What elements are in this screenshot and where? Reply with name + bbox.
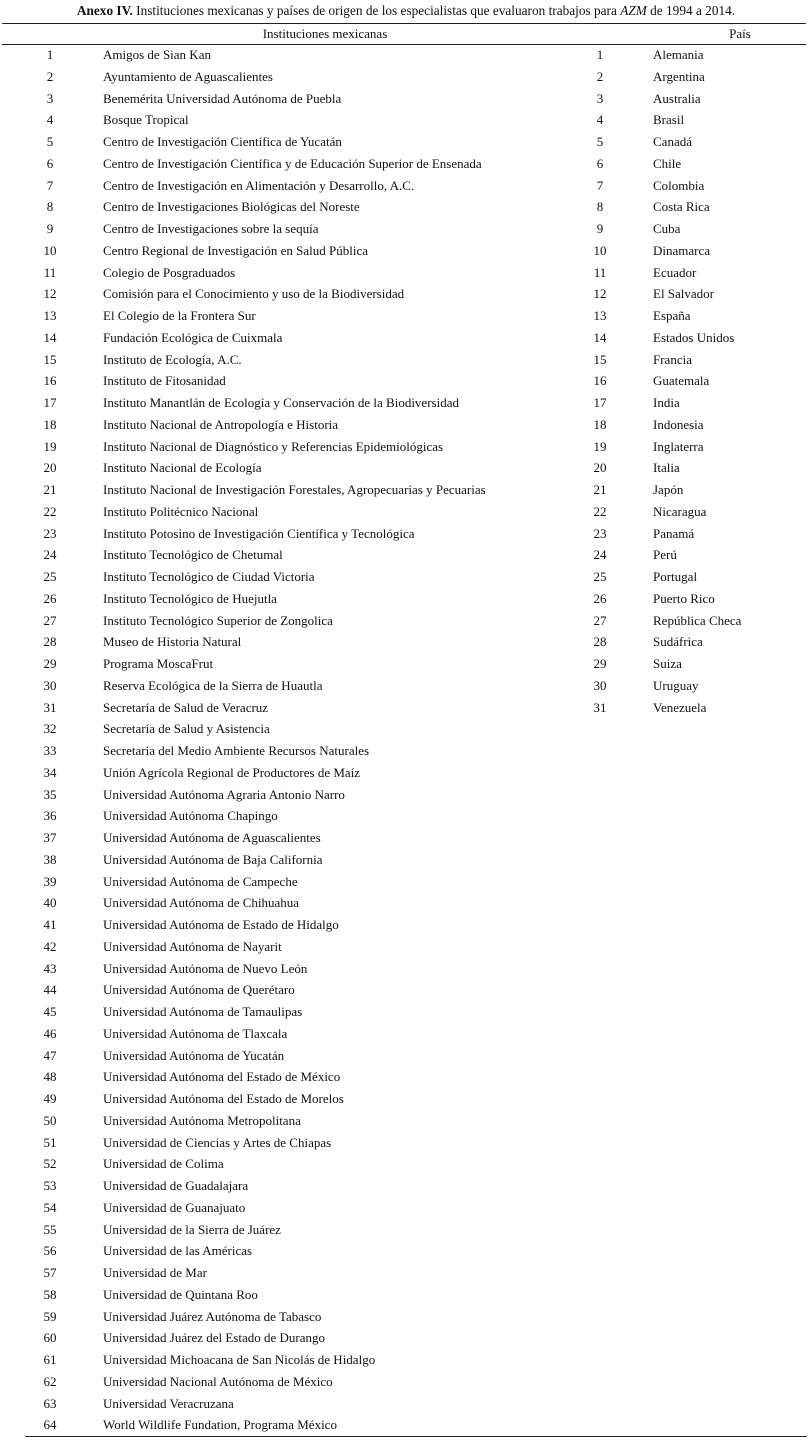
row-number: 30 [593, 677, 607, 693]
row-number: 62 [43, 1373, 57, 1389]
institution-row-name: Universidad Autónoma de Campeche [103, 873, 298, 889]
row-number: 25 [593, 569, 607, 584]
row-number: 61 [43, 1352, 57, 1367]
caption-text: Instituciones mexicanas y países de origen de los especialistas que evaluaron trabajos para [132, 3, 621, 18]
institution-row-name: Instituto Tecnológico de Huejutla [103, 590, 277, 606]
row-number: 1 [46, 47, 54, 62]
row-number: 50 [43, 1112, 57, 1128]
row-number: 18 [593, 416, 607, 432]
row-number: 41 [43, 917, 57, 932]
country-row-name: Panamá [653, 525, 695, 541]
row-number: 10 [593, 242, 607, 258]
row-number: 14 [593, 329, 607, 345]
header-institutions: Instituciones mexicanas [262, 26, 388, 41]
row-number: 9 [596, 221, 604, 236]
row-number: 16 [593, 373, 607, 389]
country-row-name: Japón [653, 482, 684, 497]
row-number: 48 [43, 1069, 57, 1085]
row-number: 11 [43, 264, 57, 280]
country-row-name: Estados Unidos [653, 329, 735, 345]
institution-row-name: Benemérita Universidad Autónoma de Puebla [103, 90, 342, 106]
institution-row-name: Ayuntamiento de Aguascalientes [103, 68, 273, 84]
institution-row-name: Centro de Investigación Científica y de Educación Superior de Ensenada [103, 155, 482, 171]
institution-row-name: Centro de Investigación Científica de Yucatán [103, 134, 342, 149]
row-number: 52 [43, 1156, 57, 1172]
row-number: 53 [43, 1178, 57, 1193]
institution-row-name: Universidad Autónoma de Aguascalientes [103, 830, 321, 845]
row-number: 26 [593, 590, 607, 606]
institution-row-name: Museo de Historia Natural [103, 634, 242, 650]
institution-row-name: Universidad Autónoma del Estado de Morelos [103, 1091, 344, 1106]
institution-row-name: Universidad Autónoma Chapingo [103, 808, 278, 824]
row-number: 29 [43, 656, 57, 671]
institution-row-name: Universidad Nacional Autónoma de México [103, 1373, 333, 1389]
country-row-name: Guatemala [653, 373, 710, 389]
institution-row-name: Instituto Tecnológico Superior de Zongolica [103, 612, 333, 628]
row-number: 44 [43, 982, 57, 998]
institution-row-name: Amigos de Sian Kan [103, 47, 211, 62]
institution-row-name: Universidad de la Sierra de Juárez [103, 1221, 281, 1237]
institution-row-name: Universidad Autónoma de Baja California [103, 851, 323, 867]
institution-row-name: Bosque Tropical [103, 112, 189, 128]
row-number: 26 [43, 590, 57, 606]
institution-row-name: World Wildlife Fundation, Programa México [103, 1417, 337, 1433]
row-number: 31 [43, 699, 57, 715]
table-caption [0, 3, 812, 19]
row-number: 7 [596, 177, 604, 193]
row-number: 33 [43, 743, 57, 758]
institution-row-name: Universidad Autónoma de Tamaulipas [103, 1004, 303, 1019]
row-number: 23 [593, 525, 607, 541]
row-number: 51 [43, 1134, 57, 1150]
row-number: 38 [43, 851, 57, 867]
row-number: 34 [43, 764, 57, 780]
row-number: 17 [593, 395, 607, 410]
row-number: 12 [593, 286, 607, 302]
row-number: 4 [46, 112, 54, 128]
institution-row-name: Secretaria del Medio Ambiente Recursos Naturales [103, 743, 370, 758]
row-number: 3 [46, 90, 54, 106]
institution-row-name: Unión Agrícola Regional de Productores de Maíz [103, 764, 361, 780]
row-number: 45 [43, 1004, 57, 1019]
row-number: 15 [593, 351, 607, 367]
row-number: 27 [43, 612, 57, 628]
row-number: 4 [596, 112, 604, 128]
row-number: 3 [596, 90, 604, 106]
row-number: 20 [593, 460, 607, 476]
row-number: 22 [43, 503, 57, 519]
bottom-rule [25, 1436, 807, 1437]
institution-row-name: Instituto Manantlán de Ecología y Conservación de la Biodiversidad [103, 395, 459, 410]
row-number: 5 [46, 134, 54, 149]
row-number: 22 [593, 503, 607, 519]
row-number: 39 [43, 873, 57, 889]
country-row-name: Canadá [653, 134, 692, 149]
country-row-name: Argentina [653, 68, 705, 84]
institution-row-name: Instituto Politécnico Nacional [103, 503, 259, 519]
row-number: 32 [43, 721, 57, 737]
row-number: 37 [43, 830, 57, 845]
row-number: 58 [43, 1286, 57, 1302]
row-number: 21 [43, 482, 57, 497]
institution-row-name: Universidad Autónoma Metropolitana [103, 1112, 301, 1128]
header-country: País [729, 26, 751, 41]
row-number: 36 [43, 808, 57, 824]
row-number: 56 [43, 1243, 57, 1259]
row-number: 24 [593, 547, 607, 563]
row-number: 59 [43, 1308, 57, 1324]
row-number: 25 [43, 569, 57, 584]
country-row-name: España [653, 308, 691, 323]
institution-row-name: Universidad de Mar [103, 1265, 207, 1280]
institution-row-name: Colegio de Posgraduados [103, 264, 236, 280]
row-number: 15 [43, 351, 57, 367]
institution-row-name: Instituto Nacional de Diagnóstico y Referencias Epidemiológicas [103, 438, 444, 454]
institution-row-name: Comisión para el Conocimiento y uso de la Biodiversidad [103, 286, 405, 302]
country-row-name: Nicaragua [653, 503, 707, 519]
row-number: 31 [593, 699, 607, 715]
row-number: 17 [43, 395, 57, 410]
row-number: 8 [46, 199, 54, 215]
institution-row-name: Universidad Autónoma de Nayarit [103, 938, 282, 954]
row-number: 6 [596, 155, 604, 171]
row-number: 13 [593, 308, 607, 323]
row-number: 35 [43, 786, 57, 802]
row-number: 46 [43, 1025, 57, 1041]
institution-row-name: Instituto Nacional de Ecología [103, 460, 262, 476]
country-row-name: Portugal [653, 569, 698, 584]
country-row-name: Italia [653, 460, 680, 476]
institution-row-name: Centro de Investigación en Alimentación y Desarrollo, A.C. [103, 177, 415, 193]
row-number: 12 [43, 286, 57, 302]
institution-row-name: Universidad Autónoma de Yucatán [103, 1047, 285, 1063]
row-number: 47 [43, 1047, 57, 1063]
row-number: 2 [46, 68, 54, 84]
country-row-name: Indonesia [653, 416, 704, 432]
row-number: 5 [596, 134, 604, 149]
row-number: 57 [43, 1265, 57, 1280]
row-number: 1 [596, 47, 604, 62]
institution-row-name: Universidad de las Américas [103, 1243, 253, 1259]
institution-row-name: Instituto Tecnológico de Ciudad Victoria [103, 569, 315, 584]
institution-row-name: Centro de Investigaciones Biológicas del Noreste [103, 199, 360, 215]
institution-row-name: Instituto Nacional de Antropología e Historia [103, 416, 339, 432]
institution-row-name: Universidad Autónoma de Chihuahua [103, 895, 300, 911]
row-number: 30 [43, 677, 57, 693]
institution-row-name: Universidad de Guanajuato [103, 1199, 246, 1215]
country-row-name: República Checa [653, 612, 742, 628]
row-number: 6 [46, 155, 54, 171]
country-row-name: Dinamarca [653, 242, 711, 258]
institution-row-name: Universidad Veracruzana [103, 1395, 234, 1411]
country-row-name: Suiza [653, 656, 682, 671]
institution-row-name: Universidad Juárez Autónoma de Tabasco [103, 1308, 322, 1324]
institution-row-name: Universidad Autónoma Agraria Antonio Narro [103, 786, 345, 802]
country-row-name: Australia [653, 90, 701, 106]
row-number: 63 [43, 1395, 57, 1411]
country-row-name: Inglaterra [653, 438, 704, 454]
country-row-name: India [653, 395, 680, 410]
institution-row-name: El Colegio de la Frontera Sur [103, 308, 256, 323]
country-row-name: Sudáfrica [653, 634, 703, 650]
country-row-name: Uruguay [653, 677, 699, 693]
country-row-name: Brasil [653, 112, 685, 128]
row-number: 7 [46, 177, 54, 193]
row-number: 60 [43, 1330, 57, 1346]
row-number: 16 [43, 373, 57, 389]
country-row-name: Chile [653, 155, 682, 171]
country-row-name: Ecuador [653, 264, 697, 280]
row-number: 8 [596, 199, 604, 215]
row-number: 49 [43, 1091, 57, 1106]
top-rule [2, 23, 806, 24]
country-row-name: Colombia [653, 177, 705, 193]
institution-row-name: Universidad Autónoma del Estado de México [103, 1069, 341, 1085]
country-row-name: Alemania [653, 47, 704, 62]
row-number: 2 [596, 68, 604, 84]
row-number: 54 [43, 1199, 57, 1215]
institution-row-name: Instituto Potosino de Investigación Científica y Tecnológica [103, 525, 415, 541]
row-number: 14 [43, 329, 57, 345]
institution-row-name: Universidad Juárez del Estado de Durango [103, 1330, 326, 1346]
row-number: 23 [43, 525, 57, 541]
institution-row-name: Reserva Ecológica de la Sierra de Huautla [103, 677, 323, 693]
journal-name: AZM [620, 3, 647, 18]
row-number: 9 [46, 221, 54, 236]
institution-row-name: Universidad Autónoma de Tlaxcala [103, 1025, 288, 1041]
row-number: 55 [43, 1221, 57, 1237]
row-number: 43 [43, 960, 57, 976]
row-number: 28 [43, 634, 57, 650]
row-number: 29 [593, 656, 607, 671]
institution-row-name: Universidad de Colima [103, 1156, 224, 1172]
country-row-name: Costa Rica [653, 199, 710, 215]
country-row-name: Francia [653, 351, 692, 367]
row-number: 28 [593, 634, 607, 650]
row-number: 18 [43, 416, 57, 432]
institution-row-name: Secretaría de Salud de Veracruz [103, 699, 269, 715]
country-row-name: Perú [653, 547, 677, 563]
institution-row-name: Instituto Tecnológico de Chetumal [103, 547, 283, 563]
country-row-name: El Salvador [653, 286, 715, 302]
row-number: 13 [43, 308, 57, 323]
row-number: 64 [43, 1417, 57, 1433]
country-row-name: Puerto Rico [653, 590, 715, 606]
institution-row-name: Instituto Nacional de Investigación Forestales, Agropecuarias y Pecuarias [103, 482, 486, 497]
row-number: 42 [43, 938, 57, 954]
institution-row-name: Universidad Michoacana de San Nicolás de Hidalgo [103, 1352, 376, 1367]
institution-row-name: Instituto de Ecología, A.C. [103, 351, 242, 367]
row-number: 11 [593, 264, 607, 280]
institution-row-name: Universidad de Guadalajara [103, 1178, 249, 1193]
row-number: 20 [43, 460, 57, 476]
institution-row-name: Centro de Investigaciones sobre la sequía [103, 221, 319, 236]
institution-row-name: Programa MoscaFrut [103, 656, 214, 671]
row-number: 19 [593, 438, 607, 454]
caption-label: Anexo IV. [76, 3, 133, 18]
institution-row-name: Centro Regional de Investigación en Salud Pública [103, 242, 368, 258]
row-number: 19 [43, 438, 57, 454]
row-number: 10 [43, 242, 57, 258]
institution-row-name: Universidad Autónoma de Estado de Hidalgo [103, 917, 339, 932]
institution-row-name: Universidad de Quintana Roo [103, 1286, 258, 1302]
institution-row-name: Secretaría de Salud y Asistencia [103, 721, 270, 737]
country-row-name: Cuba [653, 221, 681, 236]
institution-row-name: Instituto de Fitosanidad [103, 373, 226, 389]
institution-row-name: Universidad Autónoma de Querétaro [103, 982, 295, 998]
institution-row-name: Universidad Autónoma de Nuevo León [103, 960, 308, 976]
row-number: 24 [43, 547, 57, 563]
institution-row-name: Fundación Ecológica de Cuixmala [103, 329, 283, 345]
row-number: 27 [593, 612, 607, 628]
caption-text-end: de 1994 a 2014. [646, 3, 736, 18]
institution-row-name: Universidad de Ciencias y Artes de Chiapas [103, 1134, 332, 1150]
row-number: 40 [43, 895, 57, 911]
row-number: 21 [593, 482, 607, 497]
country-row-name: Venezuela [653, 699, 707, 715]
